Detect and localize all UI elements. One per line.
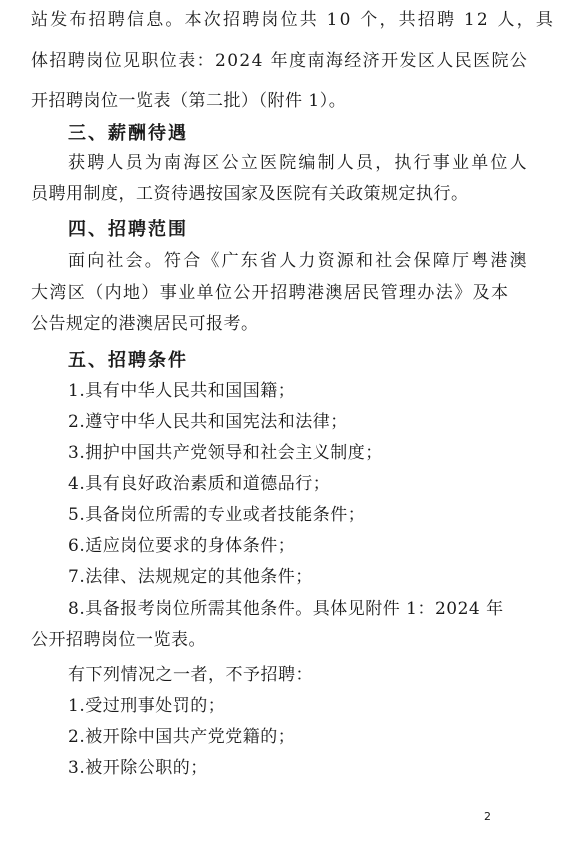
condition-item: 1.具有中华人民共和国国籍； — [68, 381, 296, 401]
intro-line-1: 站发布招聘信息。本次招聘岗位共 10 个，共招聘 12 人，具 — [31, 10, 556, 30]
condition-item: 8.具备报考岗位所需其他条件。具体见附件 1：2024 年 — [68, 599, 504, 619]
section-heading-salary: 三、薪酬待遇 — [68, 123, 188, 144]
condition-item: 7.法律、法规规定的其他条件； — [68, 567, 313, 587]
condition-item: 3.拥护中国共产党领导和社会主义制度； — [68, 443, 383, 463]
condition-item: 5.具备岗位所需的专业或者技能条件； — [68, 505, 366, 525]
intro-line-2: 体招聘岗位见职位表：2024 年度南海经济开发区人民医院公 — [31, 51, 529, 71]
scope-line-1: 面向社会。符合《广东省人力资源和社会保障厅粤港澳 — [68, 251, 529, 271]
condition-item-continuation: 公开招聘岗位一览表。 — [31, 630, 206, 650]
exclusions-intro: 有下列情况之一者，不予招聘： — [68, 665, 313, 685]
condition-item: 2.遵守中华人民共和国宪法和法律； — [68, 412, 348, 432]
intro-line-3: 开招聘岗位一览表（第二批）（附件 1）。 — [31, 91, 347, 111]
salary-line-1: 获聘人员为南海区公立医院编制人员，执行事业单位人 — [68, 153, 529, 173]
page-number: 2 — [484, 810, 491, 823]
scope-line-2: 大湾区（内地）事业单位公开招聘港澳居民管理办法》及本 — [31, 283, 510, 303]
condition-item: 6.适应岗位要求的身体条件； — [68, 536, 296, 556]
exclusion-item: 1.受过刑事处罚的； — [68, 696, 226, 716]
section-heading-scope: 四、招聘范围 — [68, 219, 188, 240]
exclusion-item: 2.被开除中国共产党党籍的； — [68, 727, 296, 747]
salary-line-2: 员聘用制度，工资待遇按国家及医院有关政策规定执行。 — [31, 184, 469, 204]
condition-item: 4.具有良好政治素质和道德品行； — [68, 474, 331, 494]
scope-line-3: 公告规定的港澳居民可报考。 — [31, 314, 259, 334]
section-heading-conditions: 五、招聘条件 — [68, 350, 188, 371]
exclusion-item: 3.被开除公职的； — [68, 758, 208, 778]
